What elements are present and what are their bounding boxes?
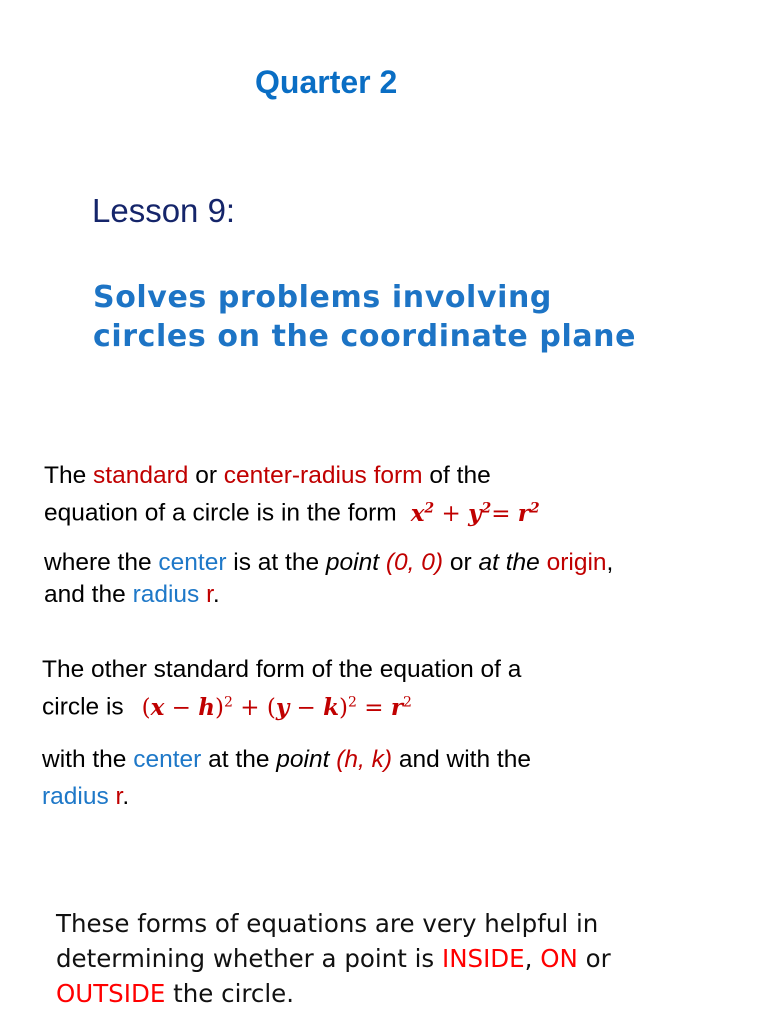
text-or: or (188, 462, 224, 489)
helpful-note-line-3 (56, 976, 611, 1011)
text-with-the: with the (42, 746, 134, 773)
term-center-2: center (133, 746, 202, 773)
eq-x-exponent: 2 (424, 500, 435, 516)
hk-coordinates: (h, k) (336, 746, 393, 773)
hk-center-paragraph (42, 741, 531, 815)
eq2-exponent-3: 2 (402, 694, 412, 710)
eq2-minus: − (164, 694, 199, 721)
equation-origin-circle (411, 501, 540, 527)
eq2-r: r (390, 693, 403, 721)
eq2-minus-2: − (289, 694, 324, 721)
other-form-paragraph (42, 654, 521, 724)
term-origin: origin (546, 549, 607, 576)
helpful-note (56, 906, 611, 1011)
term-radius: radius (132, 581, 200, 608)
text-comma-2: , (524, 944, 541, 973)
text-at-the-2: at the (201, 746, 277, 773)
equation-general-circle (142, 695, 412, 721)
lesson-title (93, 278, 636, 356)
origin-center-line-1 (44, 547, 613, 579)
text-where-the: where the (44, 549, 159, 576)
lesson-heading: Lesson 9: (92, 192, 236, 229)
radius-variable: r (206, 581, 213, 608)
term-radius-2: radius (42, 783, 109, 810)
hk-center-line-2 (42, 778, 531, 815)
text-determining: determining whether a point is (56, 944, 442, 973)
text-period-2: . (122, 783, 130, 810)
eq-y-exponent: 2 (481, 500, 492, 516)
eq2-lparen-2: ( (266, 694, 276, 721)
text-or-2: or (577, 944, 611, 973)
term-inside: INSIDE (441, 944, 525, 973)
text-of-the: of the (422, 462, 491, 489)
eq2-rparen-2: ) (339, 694, 349, 721)
origin-coordinates: (0, 0) (385, 549, 444, 576)
text-is-at-the: is at the (226, 549, 326, 576)
eq-r-exponent: 2 (529, 500, 540, 516)
origin-center-line-2 (44, 579, 613, 611)
eq-plus: + (434, 500, 469, 527)
text-the: The (44, 462, 94, 489)
standard-form-line-1 (44, 460, 540, 492)
radius-variable-2: r (115, 783, 123, 810)
eq-r: r (517, 499, 530, 527)
eq2-lparen: ( (141, 694, 151, 721)
helpful-note-line-1: These forms of equations are very helpful in (56, 909, 599, 938)
standard-form-paragraph (44, 460, 540, 530)
text-or: or (443, 549, 479, 576)
hk-center-line-1 (42, 741, 531, 778)
text-and-with-the: and with the (392, 746, 531, 773)
eq-y: y (468, 499, 482, 527)
text-equation-of-circle: equation of a circle is in the form (44, 499, 397, 527)
eq2-equals: = (356, 694, 391, 721)
text-period: . (212, 581, 220, 608)
eq2-exponent-1: 2 (224, 694, 233, 710)
eq2-y: y (275, 693, 290, 721)
term-center-radius-form: center-radius form (223, 462, 423, 489)
other-form-line-2 (42, 686, 521, 724)
eq-x: x (410, 499, 425, 527)
eq2-exponent-2: 2 (348, 694, 357, 710)
eq2-k: k (323, 693, 340, 721)
origin-center-paragraph (44, 547, 613, 611)
helpful-note-line-2 (56, 941, 611, 976)
other-form-line-1: The other standard form of the equation of a (42, 656, 522, 683)
lesson-title-line-1: Solves problems involving (93, 280, 553, 315)
term-outside: OUTSIDE (56, 979, 166, 1008)
term-standard: standard (93, 462, 189, 489)
eq2-h: h (198, 693, 216, 721)
term-point-2: point (276, 746, 330, 773)
eq2-rparen: ) (215, 694, 224, 721)
text-and-the: and the (44, 581, 133, 608)
term-on: ON (540, 944, 578, 973)
eq-equals: = (491, 500, 518, 527)
term-point: point (325, 549, 380, 576)
quarter-heading: Quarter 2 (255, 64, 398, 100)
text-comma: , (606, 549, 614, 576)
standard-form-line-2 (44, 492, 540, 530)
eq2-plus: + (232, 694, 267, 721)
text-the-circle: the circle. (165, 979, 295, 1008)
text-at-the: at the (478, 549, 540, 576)
lesson-title-line-2: circles on the coordinate plane (93, 319, 637, 354)
text-circle-is: circle is (42, 693, 124, 721)
eq2-x: x (150, 693, 165, 721)
term-center: center (158, 549, 227, 576)
